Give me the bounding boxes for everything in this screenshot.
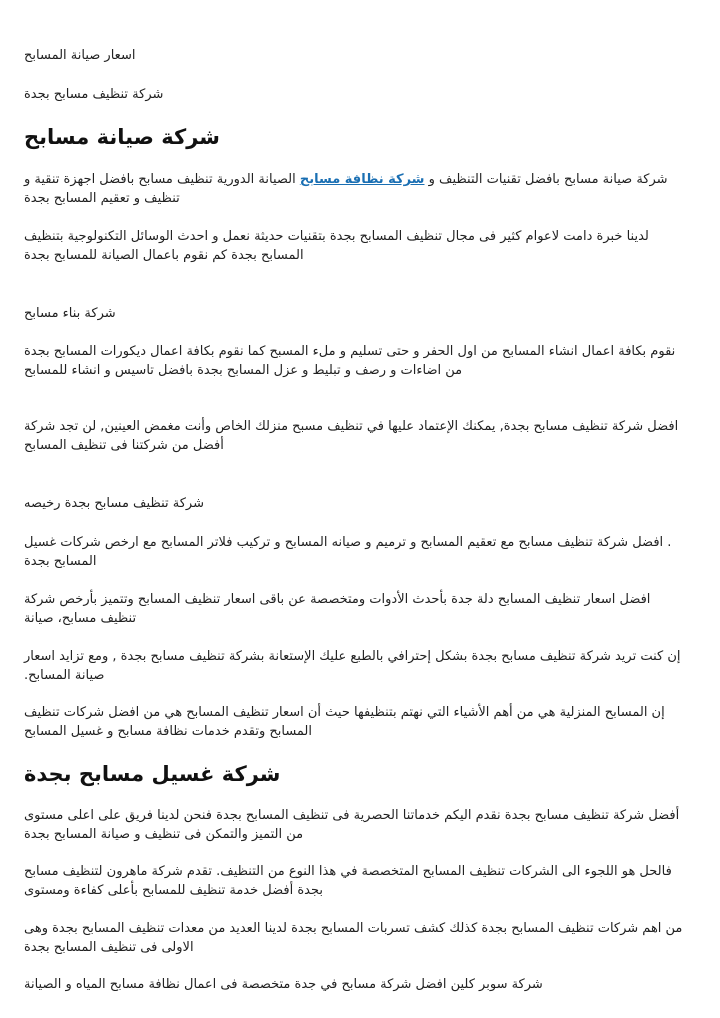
paragraph-specialized-companies: فالحل هو اللجوء الى الشركات تنظيف المسابح المتخصصة في هذا النوع من التنظيف. تقدم شركة ماهرون لتنظيف مسابح بجدة أفضل خدمة تنظيف للمسابح بأعلى كفاءة ومستوى: [24, 864, 672, 898]
paragraph-exclusive-services: أفضل شركة تنظيف مسابح بجدة نقدم اليكم خدماتنا الحصرية فى تنظيف المسابح بجدة فنحن لدينا فريق على اعلى مستوى من التميز والتمكن فى تنظيف و صيانة المسابح بجدة: [24, 808, 680, 842]
paragraph-maintenance-intro: [24, 170, 684, 208]
paragraph-text: شركة صيانة مسابح بافضل تقنيات التنظيف و: [424, 172, 668, 187]
pool-cleaning-company-link[interactable]: شركة نظافة مسابح: [299, 172, 425, 187]
paragraph-prices: افضل اسعار تنظيف المسابح دلة جدة بأحدث الأدوات ومتخصصة عن باقى اسعار تنظيف المسابح وتتميز بأرخص شركة تنظيف مسابح، صيانة: [24, 592, 651, 626]
paragraph-construction: نقوم بكافة اعمال انشاء المسابح من اول الحفر و حتى تسليم و ملء المسبح كما نقوم بكافة اعمال ديكورات المسابح بجدة من اضاءات و رصف و تبليط و عزل المسابح بجدة بافضل تاسيس و انشاء للمسابح: [24, 344, 676, 378]
text-line-pool-construction: شركة بناء مسابح: [24, 306, 116, 321]
heading-pool-washing-company: شركة غسيل مسابح بجدة: [24, 762, 281, 786]
paragraph-text: الصيانة الدورية تنظيف مسابح بافضل اجهزة تنقية و تنظيف و تعقيم المسابح بجدة: [24, 172, 300, 206]
paragraph-super-clean: شركة سوبر كلين افضل شركة مسابح في جدة متخصصة فى اعمال نظافة مسابح المياه و الصيانة: [24, 977, 543, 992]
paragraph-leak-detection: من اهم شركات تنظيف المسابح بجدة كذلك كشف تسربات المسابح بجدة لدينا العديد من معدات تنظيف المسابح بجدة وهى الاولى فى تنظيف المسابح بجدة: [24, 921, 683, 955]
text-line-cheap-pool-cleaning: شركة تنظيف مسابح بجدة رخيصه: [24, 496, 204, 511]
paragraph-best-company: افضل شركة تنظيف مسابح بجدة, يمكنك الإعتماد عليها في تنظيف مسبح منزلك الخاص وأنت مغمض العينين, لن تجد شركة أفضل من شركتنا فى تنظيف المسابح: [24, 419, 679, 453]
heading-pool-maintenance-company: شركة صيانة مسابح: [24, 125, 220, 149]
paragraph-sterilization: . افضل شركة تنظيف مسابح مع تعقيم المسابح و ترميم و صيانه المسابح و تركيب فلاتر المسابح مع ارخص شركات غسيل المسابح بجدة: [24, 535, 672, 569]
paragraph-home-pools: إن المسابح المنزلية هي من أهم الأشياء التي نهتم بتنظيفها حيث أن اسعار تنظيف المسابح هي من افضل شركات تنظيف المسابح وتقدم خدمات نظافة مسابح و غسيل المسابح: [24, 705, 665, 739]
paragraph-professional: إن كنت تريد شركة تنظيف مسابح بجدة بشكل إحترافي بالطبع عليك الإستعانة بشركة تنظيف مسابح بجدة , ومع تزايد اسعار صيانة المسابح.: [24, 649, 681, 683]
text-line-pool-maintenance-prices: اسعار صيانة المسابح: [24, 48, 136, 63]
text-line-pool-cleaning-jeddah: شركة تنظيف مسابح بجدة: [24, 87, 164, 102]
paragraph-experience: لدينا خبرة دامت لاعوام كثير فى مجال تنظيف المسابح بجدة بتقنيات حديثة نعمل و احدث الوسائل التكنولوجية بتنظيف المسابح بجدة كم نقوم باعمال الصيانة للمسابح بجدة: [24, 229, 649, 263]
